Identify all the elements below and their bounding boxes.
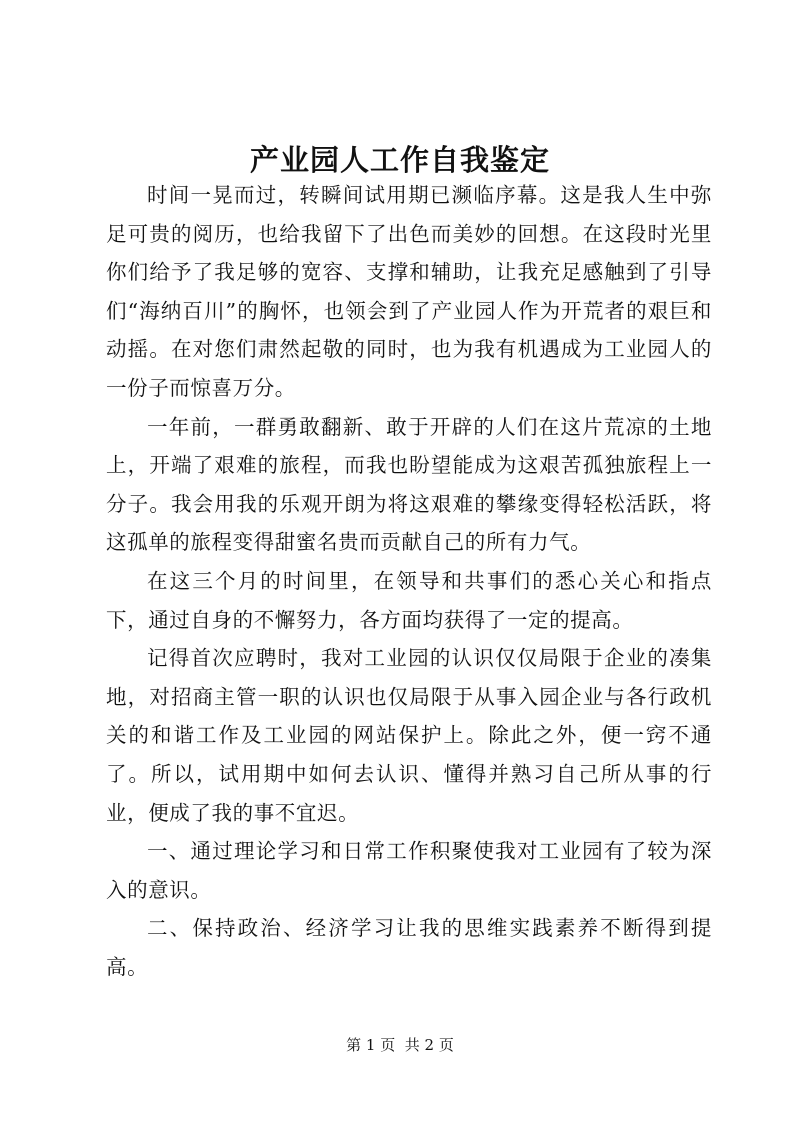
paragraph-1: 时间一晃而过，转瞬间试用期已濒临序幕。这是我人生中弥足可贵的阅历，也给我留下了出色而美妙的回想。在这段时光里你们给予了我足够的宽容、支撑和辅助，让我充足感触到了引导们“海纳百川”的胸怀，也领会到了产业园人作为开荒者的艰巨和动摇。在对您们肃然起敬的同时，也为我有机遇成为工业园人的一份子而惊喜万分。 <box>106 183 712 400</box>
page-number: 第 1 页 共 2 页 <box>346 1036 454 1054</box>
document-body <box>106 176 712 986</box>
document-title: 产业园人工作自我鉴定 <box>249 143 550 177</box>
paragraph-3: 在这三个月的时间里，在领导和共事们的悉心关心和指点下，通过自身的不懈努力，各方面均获得了一定的提高。 <box>106 568 712 632</box>
paragraph-4: 记得首次应聘时，我对工业园的认识仅仅局限于企业的凑集地，对招商主管一职的认识也仅局限于从事入园企业与各行政机关的和谐工作及工业园的网站保护上。除此之外，便一窍不通了。所以，试用期中如何去认识、懂得并熟习自己所从事的行业，便成了我的事不宜迟。 <box>106 646 712 825</box>
paragraph-5: 一、通过理论学习和日常工作积聚使我对工业园有了较为深入的意识。 <box>106 839 712 902</box>
paragraph-6: 二、保持政治、经济学习让我的思维实践素养不断得到提高。 <box>106 916 712 979</box>
paragraph-2: 一年前，一群勇敢翻新、敢于开辟的人们在这片荒凉的土地上，开端了艰难的旅程，而我也盼望能成为这艰苦孤独旅程上一分子。我会用我的乐观开朗为将这艰难的攀缘变得轻松活跃，将这孤单的旅程变得甜蜜名贵而贡献自己的所有力气。 <box>106 414 712 555</box>
page-footer <box>0 1034 800 1056</box>
